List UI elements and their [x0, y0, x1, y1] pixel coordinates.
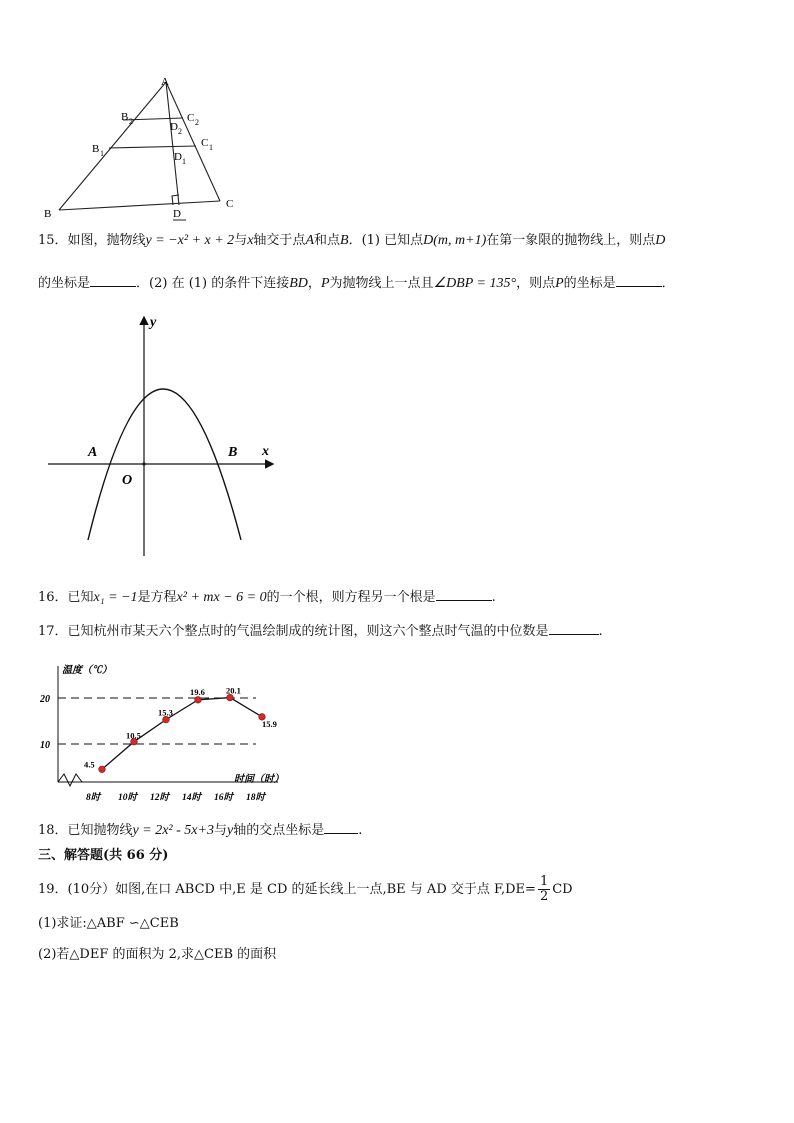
q16-answer-blank[interactable]	[436, 588, 492, 601]
chart-x-tick-label: 14时	[182, 793, 202, 803]
q17-answer-blank[interactable]	[549, 622, 599, 635]
q16-root: x₁ = −1	[93, 590, 138, 605]
label-C2-sub: 2	[195, 118, 199, 127]
label-C1-sub: 1	[209, 143, 213, 152]
point-label-A: A	[88, 445, 98, 460]
chart-xlabel: 时间（时）	[234, 774, 284, 785]
q15-segment-BD: BD	[289, 276, 308, 291]
q15-text-c: 轴交于点	[253, 233, 306, 248]
label-C1: C	[201, 137, 209, 149]
label-D1-sub: 1	[182, 157, 186, 166]
q15-equation: y = −x² + x + 2	[145, 233, 235, 248]
q18-text-b: 与	[213, 823, 227, 838]
origin-label-O: O	[122, 473, 133, 488]
chart-x-tick-label: 18时	[246, 793, 266, 803]
q15-text-b: 与	[234, 233, 248, 248]
q15-text-a: 15．如图，抛物线	[38, 233, 146, 248]
chart-x-tick-label: 12时	[150, 793, 170, 803]
q15-var-x: x	[247, 233, 254, 248]
chart-value-label: 20.1	[226, 685, 241, 696]
q15-point-P2: P	[555, 276, 564, 291]
q15-point-D: D	[655, 233, 666, 248]
q15-text-h: ．(2) 在 (1) 的条件下连接	[136, 276, 290, 291]
q18-answer-blank[interactable]	[324, 821, 358, 834]
q17-text: 17．已知杭州市某天六个整点时的气温绘制成的统计图，则这六个整点时气温的中位数是	[38, 624, 549, 639]
q19-line	[38, 875, 573, 904]
triangle-figure	[38, 74, 248, 224]
q18-equation: y = 2x² - 5x+3	[132, 823, 214, 838]
chart-data-point	[99, 766, 106, 773]
chart-data-point	[195, 697, 202, 704]
label-D2-sub: 2	[178, 127, 182, 136]
q19-part-2: (2)若△DEF 的面积为 2,求△CEB 的面积	[38, 947, 277, 962]
temperature-chart	[36, 658, 286, 808]
chart-value-label: 10.5	[126, 730, 141, 741]
label-B1: B	[92, 143, 100, 155]
chart-axis-break	[58, 774, 82, 786]
q19-text: 19．(10分）如图,在口 ABCD 中,E 是 CD 的延长线上一点,BE 与 AD 交于点 F,DE=	[38, 882, 536, 897]
parabola-figure	[46, 312, 282, 560]
chart-y-tick-label: 20	[40, 694, 50, 705]
q16-equation: x² + mx − 6 = 0	[176, 590, 267, 605]
q18-period: .	[358, 823, 363, 838]
q15-text-g: 的坐标是	[38, 276, 91, 291]
fraction-denominator: 2	[539, 889, 549, 904]
q19-fraction	[538, 875, 550, 904]
chart-y-tick-label: 10	[40, 740, 50, 751]
point-label-B: B	[228, 445, 238, 460]
q15-text-k: 的坐标是	[563, 276, 616, 291]
label-D: D	[173, 208, 181, 220]
chart-value-label: 15.9	[262, 718, 277, 729]
chart-x-tick-label: 16时	[214, 793, 234, 803]
chart-value-label: 15.3	[158, 707, 173, 718]
q15-answer-blank-2[interactable]	[616, 274, 662, 287]
label-B1-sub: 1	[100, 149, 104, 158]
fraction-numerator: 1	[539, 874, 549, 889]
label-C2: C	[187, 112, 195, 124]
q15-point-P: P	[320, 276, 330, 291]
label-D2: D	[170, 121, 178, 133]
q15-angle: ∠DBP = 135°	[433, 276, 517, 291]
label-A: A	[161, 76, 169, 88]
q17-line	[38, 622, 603, 641]
label-B2-sub: 2	[129, 117, 133, 126]
q15-point-B: B	[340, 233, 349, 248]
label-B: B	[44, 208, 52, 220]
q18-line	[38, 821, 362, 840]
q15-line-2	[38, 274, 675, 293]
q16-text-c: 的一个根，则方程另一个根是	[266, 590, 436, 605]
q18-text-a: 18．已知抛物线	[38, 823, 133, 838]
q15-comma: ，	[307, 276, 321, 291]
q19-text-cd: CD	[552, 882, 573, 897]
q15-text-f: 在第一象限的抛物线上，则点	[486, 233, 656, 248]
q16-text-b: 是方程	[137, 590, 177, 605]
chart-value-label: 19.6	[190, 686, 205, 697]
label-C: C	[226, 198, 234, 210]
chart-x-tick-label: 8时	[86, 793, 101, 803]
chart-x-tick-label: 10时	[118, 793, 138, 803]
q15-period: ．	[661, 276, 675, 291]
q18-var-y: y	[226, 823, 234, 838]
chart-ylabel: 温度（℃）	[62, 665, 112, 676]
q16-text-a: 16．已知	[38, 590, 94, 605]
axis-label-x: x	[262, 444, 269, 459]
q17-period: .	[598, 624, 603, 639]
q16-period: .	[491, 590, 496, 605]
q15-line-1	[38, 232, 665, 250]
section-3-heading: 三、解答题(共 66 分)	[38, 848, 169, 863]
q19-part-1: (1)求证:△ABF ∽△CEB	[38, 916, 179, 931]
axis-label-y: y	[150, 315, 157, 330]
label-B2: B	[121, 111, 129, 123]
label-D1: D	[174, 151, 182, 163]
q15-text-j: ，则点	[516, 276, 556, 291]
q15-answer-blank-1[interactable]	[90, 274, 136, 287]
q15-text-i: 为抛物线上一点且	[329, 276, 434, 291]
q15-text-e: ．(1) 已知点	[348, 233, 424, 248]
q15-point-D-def: D(m, m+1)	[423, 233, 487, 248]
chart-value-label: 4.5	[84, 759, 95, 770]
q18-text-c: 轴的交点坐标是	[233, 823, 325, 838]
q15-point-A: A	[305, 233, 314, 248]
q15-text-d: 和点	[314, 233, 341, 248]
q16-line	[38, 588, 496, 607]
